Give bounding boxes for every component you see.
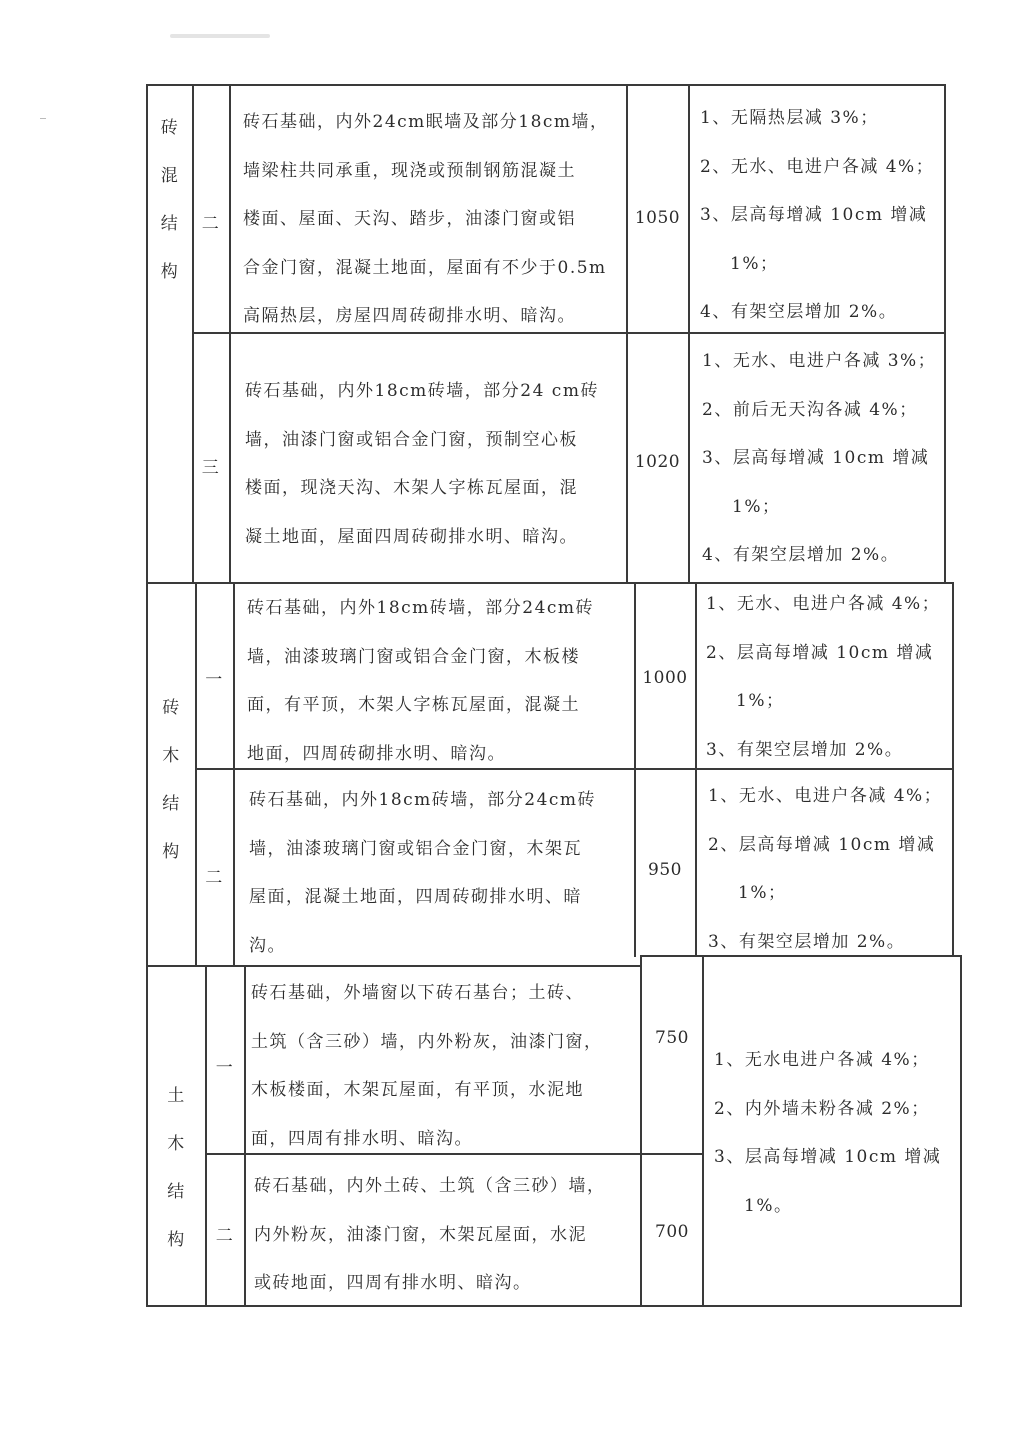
category-char: 木 [167, 1134, 186, 1154]
category-char: 构 [162, 842, 181, 862]
desc-line: 内外粉灰，油漆门窗，木架瓦屋面，水泥 [254, 1224, 587, 1245]
col-sep-price [702, 955, 704, 1307]
category-char: 构 [160, 262, 180, 282]
desc-line: 土筑（含三砂）墙，内外粉灰，油漆门窗， [251, 1031, 603, 1052]
category-char: 结 [162, 794, 181, 814]
notes-cell [702, 337, 946, 580]
price-cell [642, 1014, 702, 1062]
price-cell [642, 1208, 702, 1256]
desc-line: 墙梁柱共同承重，现浇或预制钢筋混凝土 [243, 160, 576, 181]
grade-cell [193, 444, 229, 492]
note-line: 2、内外墙未粉各减 2%； [714, 1098, 930, 1119]
desc-line: 高隔热层，房屋四周砖砌排水明、暗沟。 [243, 306, 576, 327]
notes-cell [700, 94, 944, 337]
price-value: 700 [655, 1222, 689, 1242]
col-sep-grade [244, 967, 246, 1307]
note-line: 1%； [736, 691, 785, 712]
note-line: 3、有架空层增加 2%。 [706, 739, 904, 760]
desc-line: 屋面，混凝土地面，四周砖砌排水明、暗 [249, 887, 582, 908]
desc-line: 砖石基础，内外18cm砖墙，部分24 cm砖 [245, 381, 599, 401]
notes-cell [708, 772, 954, 966]
price-value: 750 [655, 1028, 689, 1048]
price-cell [635, 654, 695, 702]
note-line: 1、无水、电进户各减 3%； [702, 351, 937, 371]
category-char: 结 [160, 214, 180, 234]
col-sep-category [195, 582, 197, 967]
grade-cell [206, 1044, 244, 1092]
grade-label: 二 [215, 1226, 235, 1246]
price-cell [627, 438, 688, 486]
col-sep-grade [229, 84, 231, 584]
desc-line: 合金门窗，混凝土地面，屋面有不少于0.5m [243, 257, 607, 278]
category-cell-brick-concrete [148, 104, 192, 296]
desc-line: 墙，油漆门窗或铝合金门窗，预制空心板 [245, 429, 578, 450]
desc-line: 面，有平顶，木架人字栋瓦屋面，混凝土 [247, 695, 580, 716]
price-value: 1020 [634, 452, 681, 472]
category-cell-earth-wood [148, 1072, 205, 1264]
notes-cell [706, 580, 952, 774]
grade-cell [206, 1212, 244, 1260]
description-cell [251, 969, 643, 1163]
note-line: 3、层高每增减 10cm 增减 [714, 1147, 942, 1168]
col-sep-grade [233, 582, 235, 967]
grade-label: 二 [205, 868, 224, 888]
desc-line: 砖石基础，内外18cm砖墙，部分24cm砖 [247, 598, 595, 618]
description-cell [254, 1162, 646, 1308]
desc-line: 楼面、屋面、天沟、踏步，油漆门窗或铝 [243, 209, 576, 230]
note-line: 1%； [730, 253, 779, 274]
description-cell [243, 98, 627, 341]
col-sep-price [688, 84, 690, 584]
description-cell [249, 776, 637, 970]
description-cell [247, 584, 635, 778]
desc-line: 砖石基础，内外土砖、土筑（含三砂）墙， [254, 1176, 606, 1196]
category-char: 砖 [162, 698, 181, 718]
note-line: 3、层高每增减 10cm 增减 [700, 205, 928, 226]
note-line: 2、前后无天沟各减 4%； [702, 399, 918, 420]
category-char: 木 [162, 746, 181, 766]
price-value: 1000 [642, 668, 688, 688]
col-sep-category [192, 84, 194, 584]
note-line: 1%。 [744, 1195, 793, 1216]
grade-cell [193, 200, 229, 248]
grade-cell [196, 854, 233, 902]
note-line: 4、有架空层增加 2%。 [702, 545, 900, 566]
note-line: 1%； [738, 883, 787, 904]
price-value: 1050 [634, 208, 681, 228]
category-char: 结 [167, 1182, 186, 1202]
desc-line: 墙，油漆玻璃门窗或铝合金门窗，木架瓦 [249, 838, 582, 859]
note-line: 1、无水、电进户各减 4%； [706, 594, 941, 614]
notes-cell-shared [714, 1036, 962, 1230]
desc-line: 砖石基础，外墙窗以下砖石基台；土砖、 [251, 983, 584, 1003]
desc-line: 砖石基础，内外24cm眠墙及部分18cm墙， [243, 112, 609, 132]
category-char: 砖 [160, 118, 180, 138]
grade-cell [196, 656, 233, 704]
desc-line: 凝土地面，屋面四周砖砌排水明、暗沟。 [245, 526, 578, 547]
description-cell [245, 367, 629, 561]
desc-line: 地面，四周砖砌排水明、暗沟。 [247, 743, 506, 764]
note-line: 2、无水、电进户各减 4%； [700, 156, 935, 177]
category-char: 土 [167, 1086, 186, 1106]
note-line: 3、层高每增减 10cm 增减 [702, 448, 930, 469]
desc-line: 墙，油漆玻璃门窗或铝合金门窗，木板楼 [247, 646, 580, 667]
table-border-top [146, 84, 946, 86]
price-cell [627, 194, 688, 242]
desc-line: 木板楼面，木架瓦屋面，有平顶，水泥地 [251, 1080, 584, 1101]
price-value: 950 [648, 860, 682, 880]
grade-label: 一 [215, 1058, 235, 1078]
desc-line: 砖石基础，内外18cm砖墙，部分24cm砖 [249, 790, 597, 810]
grade-label: 二 [201, 214, 221, 234]
price-cell [635, 846, 695, 894]
col-sep-price [695, 582, 697, 957]
note-line: 1、无水电进户各减 4%； [714, 1050, 930, 1070]
note-line: 2、层高每增减 10cm 增减 [706, 642, 934, 663]
desc-line: 楼面，现浇天沟、木架人字栋瓦屋面，混 [245, 478, 578, 499]
category-char: 混 [160, 166, 180, 186]
note-line: 3、有架空层增加 2%。 [708, 931, 906, 952]
grade-label: 三 [201, 458, 221, 478]
desc-line: 面，四周有排水明、暗沟。 [251, 1128, 473, 1149]
note-line: 1%； [732, 496, 781, 517]
grade-label: 一 [205, 670, 224, 690]
note-line: 1、无水、电进户各减 4%； [708, 786, 943, 806]
note-line: 1、无隔热层减 3%； [700, 108, 879, 128]
desc-line: 或砖地面，四周有排水明、暗沟。 [254, 1273, 532, 1294]
category-char: 构 [167, 1230, 186, 1250]
category-cell-brick-wood [148, 684, 195, 876]
note-line: 4、有架空层增加 2%。 [700, 302, 898, 323]
note-line: 2、层高每增减 10cm 增减 [708, 834, 936, 855]
desc-line: 沟。 [249, 935, 286, 956]
